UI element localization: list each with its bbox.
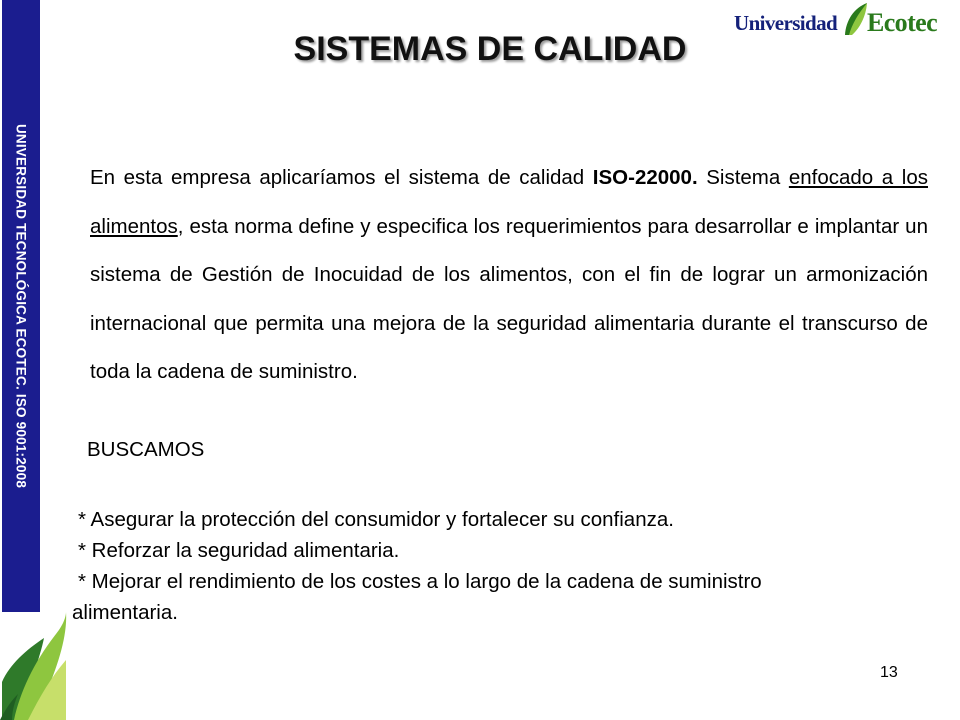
bullet-item: * Mejorar el rendimiento de los costes a lo largo de la cadena de suministro alimentaria. [72, 570, 762, 624]
logo-text-universidad: Universidad [734, 11, 838, 35]
bullet-list [72, 504, 872, 628]
bullet-item: * Asegurar la protección del consumidor y fortalecer su confianza. [78, 508, 674, 531]
sidebar-vertical-text: UNIVERSIDAD TECNOLÓGICA ECOTEC. ISO 9001:2008 [13, 123, 29, 489]
slide-title: SISTEMAS DE CALIDAD [293, 30, 687, 68]
paragraph-text: , esta norma define y especifica los requerimientos para desarrollar e implantar un sistema de Gestión de Inocuidad de los alimentos, con el fin de lograr un armonización internacional que permita una mejora de la seguridad alimentaria durante el transcurso de toda la cadena de suministro. [90, 214, 928, 383]
green-leaf-icon [0, 612, 68, 720]
page-number: 13 [880, 664, 898, 681]
main-paragraph [90, 154, 928, 397]
logo-text-ecotec: Ecotec [867, 8, 938, 37]
paragraph-text: Sistema [697, 166, 789, 189]
paragraph-text: En esta empresa aplicaríamos el sistema de calidad [90, 166, 593, 189]
sidebar [0, 0, 58, 720]
section-heading: BUSCAMOS [87, 438, 205, 461]
paragraph-underlined-text: enfocado a los alimentos [90, 166, 928, 238]
bullet-item: * Reforzar la seguridad alimentaria. [78, 539, 400, 562]
paragraph-standard: ISO-22000. [592, 166, 698, 189]
